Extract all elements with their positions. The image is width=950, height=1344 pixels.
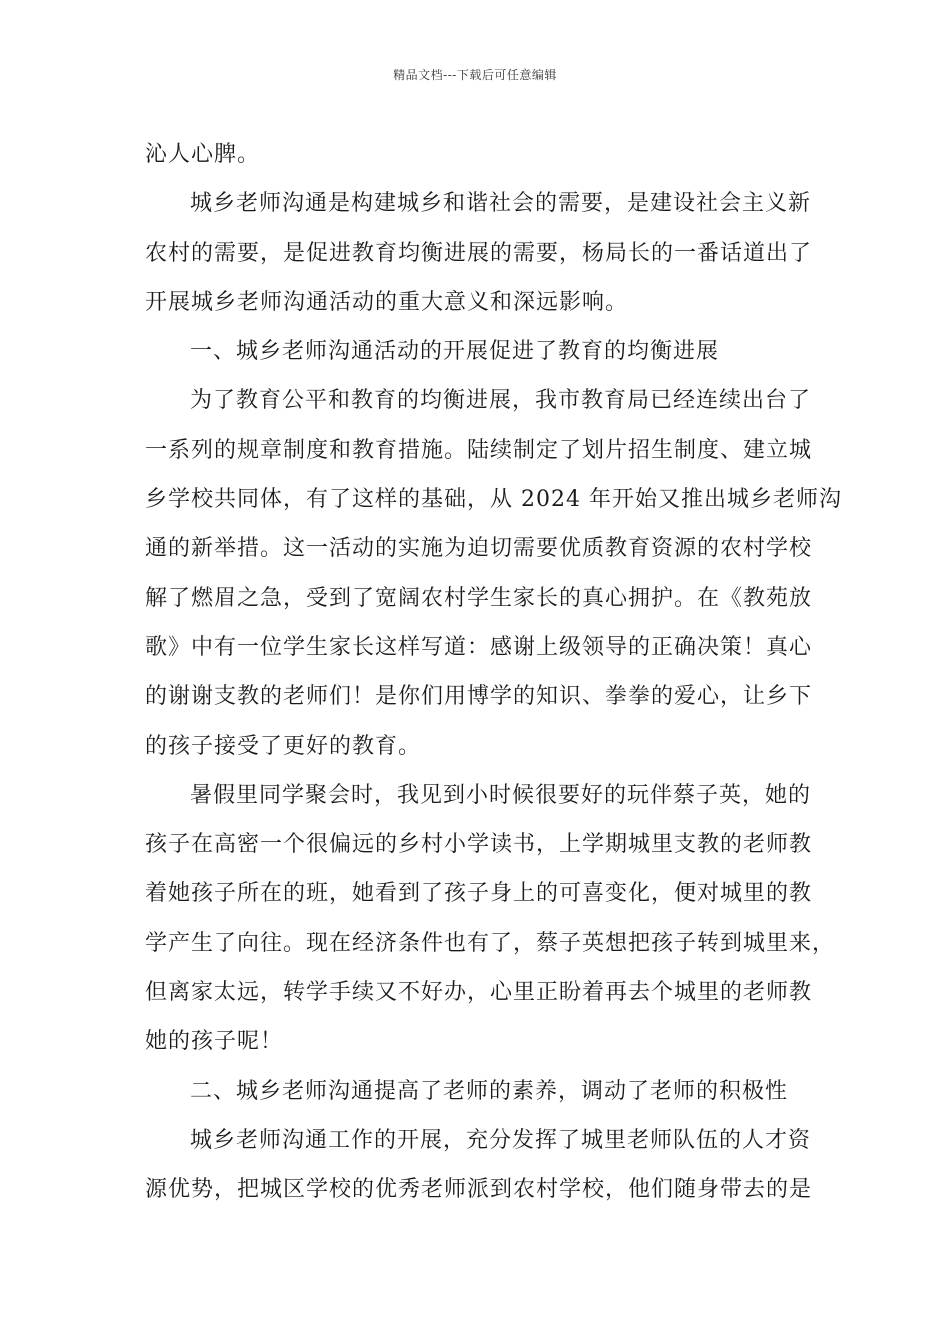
text-line: 暑假里同学聚会时，我见到小时候很要好的玩伴蔡子英，她的: [190, 782, 812, 808]
text-line: 孩子在高密一个很偏远的乡村小学读书，上学期城里支教的老师教: [145, 832, 813, 858]
text-line: 着她孩子所在的班，她看到了孩子身上的可喜变化，便对城里的教: [145, 881, 813, 907]
text-line: 她的孩子呢！: [145, 1029, 284, 1055]
body-text: [145, 130, 842, 1215]
text-line: 乡学校共同体，有了这样的基础，从 2024 年开始又推出城乡老师沟: [145, 487, 842, 513]
text-line: 沁人心脾。: [145, 142, 261, 167]
text-line: 但离家太远，转学手续又不好办，心里正盼着再去个城里的老师教: [145, 980, 813, 1006]
text-line: 解了燃眉之急，受到了宽阔农村学生家长的真心拥护。在《教苑放: [145, 585, 813, 611]
text-line: 一系列的规章制度和教育措施。陆续制定了划片招生制度、建立城: [145, 437, 813, 463]
text-line: 源优势，把城区学校的优秀老师派到农村学校，他们随身带去的是: [145, 1177, 813, 1203]
text-line: 城乡老师沟通工作的开展，充分发挥了城里老师队伍的人才资: [190, 1127, 812, 1153]
text-line: 的孩子接受了更好的教育。: [145, 733, 422, 759]
text-line: 为了教育公平和教育的均衡进展，我市教育局已经连续出台了: [190, 388, 812, 414]
section-heading: 一、城乡老师沟通活动的开展促进了教育的均衡进展: [190, 339, 720, 365]
text-line: 农村的需要，是促进教育均衡进展的需要，杨局长的一番话道出了: [145, 240, 813, 266]
text-line: 的谢谢支教的老师们！是你们用博学的知识、拳拳的爱心，让乡下: [145, 684, 813, 710]
text-line: 学产生了向往。现在经济条件也有了，蔡子英想把孩子转到城里来，: [145, 930, 836, 956]
text-line: 歌》中有一位学生家长这样写道：感谢上级领导的正确决策！真心: [145, 634, 813, 660]
text-line: 开展城乡老师沟通活动的重大意义和深远影响。: [145, 289, 629, 315]
section-heading: 二、城乡老师沟通提高了老师的素养，调动了老师的积极性: [190, 1078, 789, 1104]
text-line: 城乡老师沟通是构建城乡和谐社会的需要，是建设社会主义新: [190, 191, 812, 217]
text-line: 通的新举措。这一活动的实施为迫切需要优质教育资源的农村学校: [145, 536, 813, 562]
page-header: 精品文档---下载后可任意编辑: [393, 68, 557, 82]
